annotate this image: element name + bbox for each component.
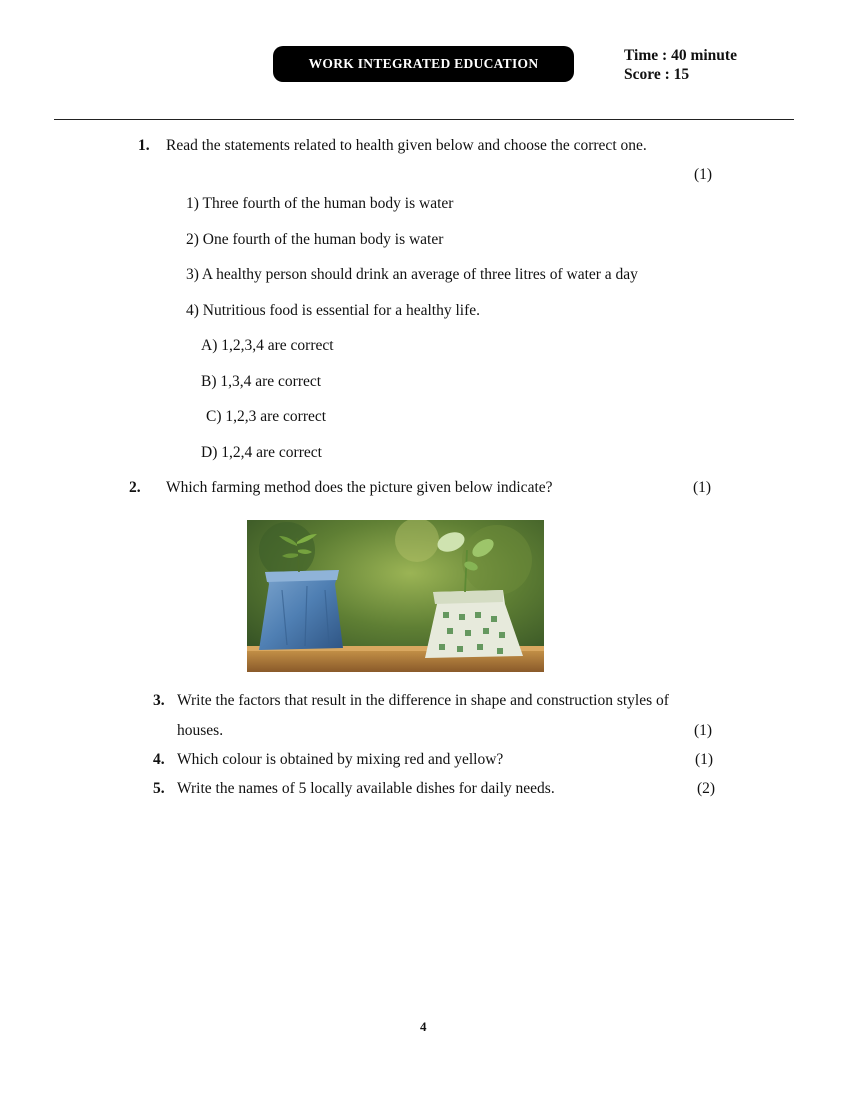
question-5-number: 5. (153, 780, 165, 797)
question-3-text-line1: Write the factors that result in the difference in shape and construction styles of (177, 692, 669, 709)
header-divider (54, 119, 794, 120)
time-label: Time : 40 minute (624, 47, 737, 64)
question-4-number: 4. (153, 751, 165, 768)
subject-title-badge: WORK INTEGRATED EDUCATION (273, 46, 574, 82)
question-4-marks: (1) (695, 751, 714, 768)
question-5-text: Write the names of 5 locally available dishes for daily needs. (177, 780, 555, 797)
question-1-option-b: B) 1,3,4 are correct (201, 373, 322, 390)
question-1-option-a: A) 1,2,3,4 are correct (201, 337, 334, 354)
score-label: Score : 15 (624, 66, 690, 83)
question-1-marks: (1) (694, 166, 713, 183)
question-1-statement: 1) Three fourth of the human body is water (186, 195, 454, 212)
question-4-text: Which colour is obtained by mixing red and yellow? (177, 751, 504, 768)
question-1-number: 1. (138, 137, 150, 154)
question-5-marks: (2) (697, 780, 716, 797)
question-1-option-d: D) 1,2,4 are correct (201, 444, 322, 461)
question-1-text: Read the statements related to health given below and choose the correct one. (166, 137, 647, 154)
question-2-number: 2. (129, 479, 141, 496)
question-1-statement: 2) One fourth of the human body is water (186, 231, 444, 248)
grow-bag-farming-photo (247, 520, 544, 672)
question-1-statement: 4) Nutritious food is essential for a healthy life. (186, 302, 481, 319)
question-1-option-c: C) 1,2,3 are correct (206, 408, 327, 425)
question-3-number: 3. (153, 692, 165, 709)
question-2-marks: (1) (693, 479, 712, 496)
question-1-statement: 3) A healthy person should drink an average of three litres of water a day (186, 266, 638, 283)
question-3-marks: (1) (694, 722, 713, 739)
question-3-text-line2: houses. (177, 722, 224, 739)
page-number: 4 (420, 1019, 427, 1034)
question-2-text: Which farming method does the picture given below indicate? (166, 479, 553, 496)
